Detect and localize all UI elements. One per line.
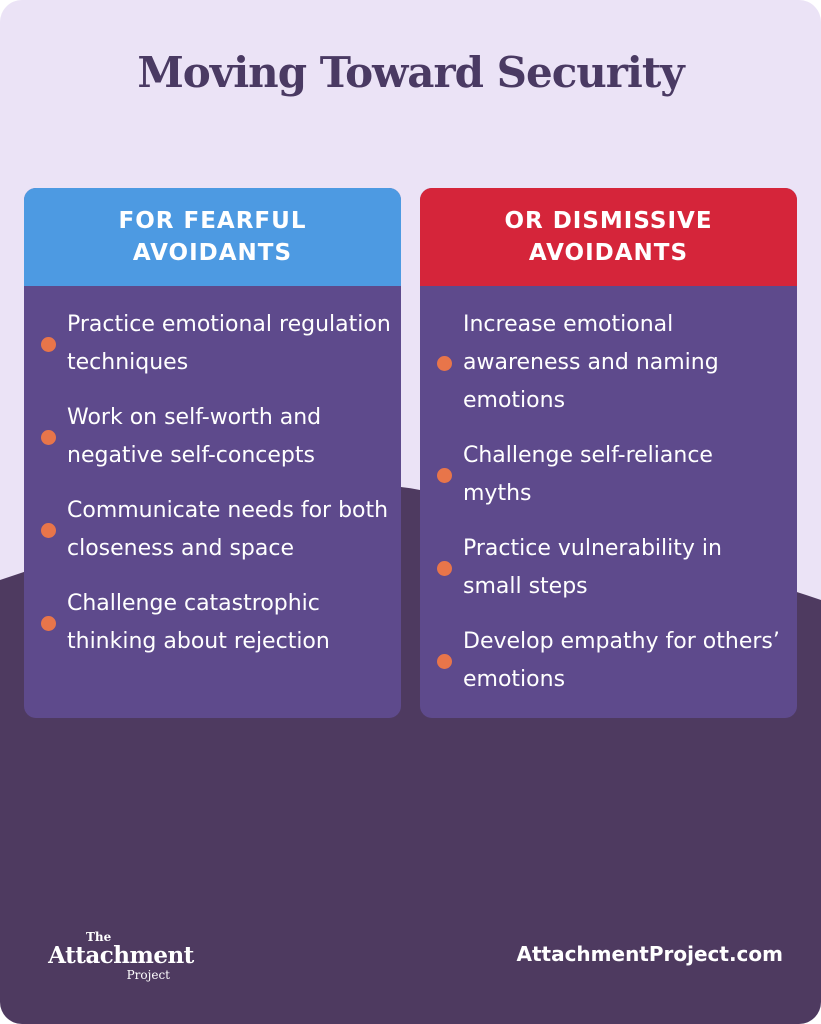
website-url: AttachmentProject.com (516, 942, 783, 966)
dismissive-avoidants-header (420, 188, 797, 286)
list-item-text: Practice vulnerability in small steps (463, 536, 722, 599)
fearful-avoidants-header (24, 188, 401, 286)
list-item (24, 585, 391, 661)
dismissive-avoidants-list (420, 286, 797, 699)
logo-project-text: Project (126, 968, 170, 982)
fearful-avoidants-list (24, 286, 401, 661)
list-item-text: Develop empathy for others’ emotions (463, 629, 780, 692)
list-item-text: Work on self-worth and negative self-concepts (67, 405, 322, 468)
list-item (420, 623, 787, 699)
list-item-text: Challenge catastrophic thinking about rejection (67, 591, 330, 654)
list-item-text: Increase emotional awareness and naming emotions (463, 312, 719, 413)
dismissive-avoidants-card (420, 188, 797, 718)
fearful-avoidants-heading: FOR FEARFUL AVOIDANTS (118, 208, 307, 266)
logo-the-text: The (86, 930, 112, 944)
list-item (420, 530, 787, 606)
list-item-text: Practice emotional regulation techniques (67, 312, 391, 375)
list-item (24, 399, 391, 475)
bullet-dot-icon (41, 337, 56, 352)
list-item (24, 492, 391, 568)
fearful-avoidants-card (24, 188, 401, 718)
bullet-dot-icon (41, 430, 56, 445)
bullet-dot-icon (437, 468, 452, 483)
bullet-dot-icon (437, 654, 452, 669)
list-item-text: Challenge self-reliance myths (463, 443, 713, 506)
dismissive-avoidants-heading: OR DISMISSIVE AVOIDANTS (504, 208, 713, 266)
bullet-dot-icon (41, 523, 56, 538)
list-item (420, 437, 787, 513)
bullet-dot-icon (41, 616, 56, 631)
list-item (420, 306, 787, 420)
attachment-project-logo (46, 930, 196, 982)
logo-main-text: Attachment (48, 942, 194, 969)
list-item-text: Communicate needs for both closeness and space (67, 498, 389, 561)
bullet-dot-icon (437, 356, 452, 371)
list-item (24, 306, 391, 382)
bullet-dot-icon (437, 561, 452, 576)
page-title: Moving Toward Security (137, 48, 684, 97)
